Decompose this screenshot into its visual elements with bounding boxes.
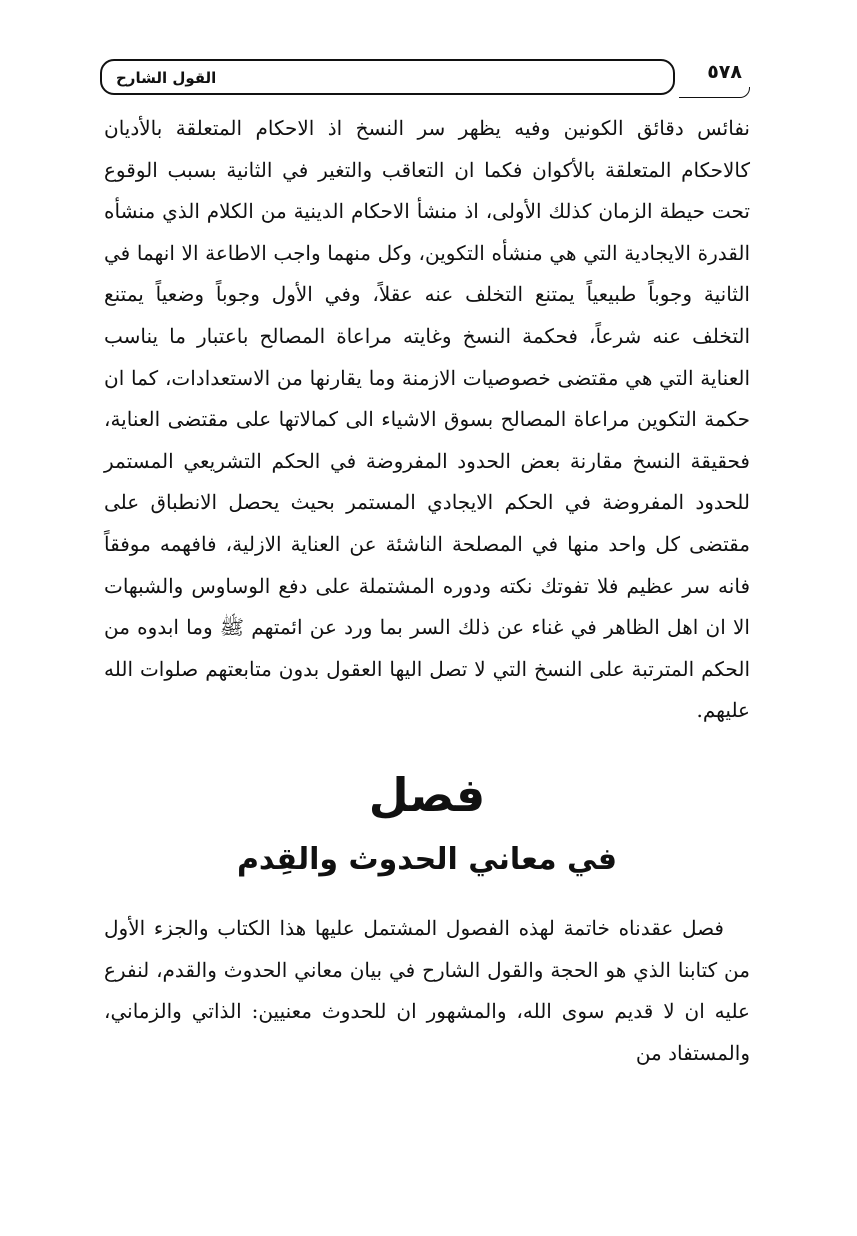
header-ornament (679, 87, 750, 98)
page-number: ٥٧٨ (707, 61, 742, 83)
section-intro-paragraph: فصل عقدناه خاتمة لهذه الفصول المشتمل عليها هذا الكتاب والجزء الأول من كتابنا الذي هو الحجة والقول الشارح في بيان معاني الحدوث والقدم، لنفرع عليه ان لا قديم سوى الله، والمشهور ان للحدوث معنيين: الذاتي والزماني، والمستفاد من (104, 916, 750, 1065)
header-frame (100, 59, 675, 95)
section-subtitle: في معاني الحدوث والقِدم (236, 842, 618, 877)
section-heading: فصل (368, 768, 486, 822)
running-title: القول الشارح (116, 69, 217, 87)
page-header (100, 55, 750, 97)
body-paragraph: نفائس دقائق الكونين وفيه يظهر سر النسخ اذ الاحكام المتعلقة بالأديان كالاحكام المتعلقة بالأكوان فكما ان التعاقب والتغير في الثانية بسبب الوقوع تحت حيطة الزمان كذلك الأولى، اذ منشأ الاحكام الدينية من الكلام الذي منشأه القدرة الايجادية التي هي منشأه التكوين، وكل منهما واجب الاطاعة الا انهما في الثانية وجوباً طبيعياً يمتنع التخلف عنه عقلاً، وفي الأول وجوباً وضعياً يمتنع التخلف عنه شرعاً، فحكمة النسخ وغايته مراعاة المصالح باعتبار ما يناسب العناية التي هي مقتضى خصوصيات الازمنة وما يقارنها من الاستعدادات، كما ان حكمة التكوين مراعاة المصالح بسوق الاشياء الى كمالاتها على مقتضى العناية، فحقيقة النسخ مقارنة بعض الحدود المفروضة في الحكم التشريعي المستمر للحدود المفروضة في الحكم الايجادي المستمر بحيث يحصل الانطباق على مقتضى كل واحد منها في المصلحة الناشئة عن العناية الازلية، فافهمه موفقاً فانه سر عظيم فلا تفوتك نكته ودوره المشتملة على دفع الوساوس والشبهات الا ان اهل الظاهر في غناء عن ذلك السر بما ورد عن ائمتهم ﷺ وما ابدوه من الحكم المترتبة على النسخ التي لا تصل اليها العقول بدون متابعتهم صلوات الله عليهم. (104, 116, 750, 723)
